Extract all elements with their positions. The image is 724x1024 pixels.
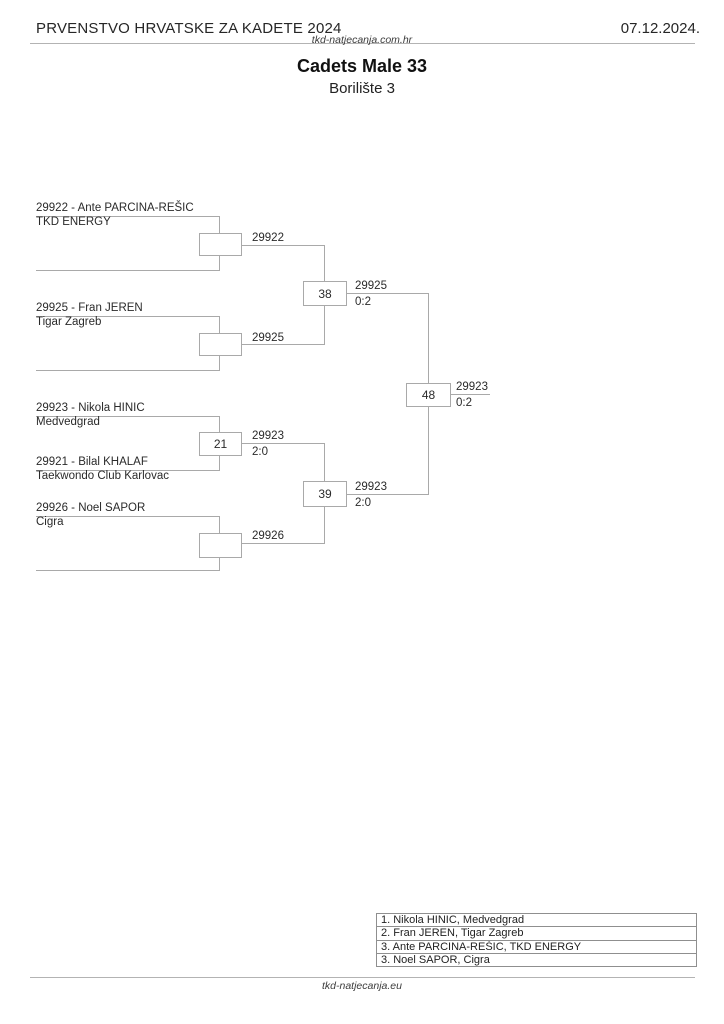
competitor-club: Cigra (36, 516, 64, 528)
page-title: PRVENSTVO HRVATSKE ZA KADETE 2024 (36, 20, 342, 37)
winner-line-29925 (240, 344, 324, 345)
score-label: 2:0 (355, 497, 371, 509)
winner-line-match48 (449, 394, 490, 395)
winner-label: 29923 (252, 430, 284, 442)
results-table (376, 913, 697, 967)
competitor-name: 29922 - Ante PARCINA-REŠIC (36, 202, 194, 214)
match-box-48 (406, 383, 451, 407)
winner-label: 29926 (252, 530, 284, 542)
event-title: Cadets Male 33 (296, 56, 428, 76)
winner-line-29926 (240, 543, 324, 544)
result-row: 3. Noel SAPOR, Cigra (381, 953, 490, 966)
match-box-bye-3 (199, 533, 242, 558)
match-box-39 (303, 481, 347, 507)
match-box-bye-2 (199, 333, 242, 356)
competitor-name: 29926 - Noel SAPOR (36, 502, 146, 514)
winner-line-match38 (345, 293, 428, 294)
result-row: 2. Fran JEREN, Tigar Zagreb (377, 927, 696, 940)
bracket-entry (36, 201, 226, 229)
winner-label: 29925 (355, 280, 387, 292)
event-subtitle: Borilište 3 (329, 80, 395, 97)
match-number: 38 (318, 286, 332, 301)
match-box-bye-1 (199, 233, 242, 256)
score-label: 0:2 (456, 397, 472, 409)
footer-website: tkd-natjecanja.eu (322, 980, 402, 992)
header-website: tkd-natjecanja.com.hr (311, 34, 413, 46)
match-number: 21 (213, 437, 228, 451)
winner-line-match21 (240, 443, 324, 444)
competitor-name: 29925 - Fran JEREN (36, 302, 143, 314)
bracket-entry (36, 401, 226, 429)
match-number: 48 (421, 388, 436, 402)
competitor-club: Tigar Zagreb (36, 316, 102, 328)
bye-line-2 (36, 370, 220, 371)
match-number: 39 (318, 487, 332, 501)
competitor-club: TKD ENERGY (36, 216, 111, 228)
header-date: 07.12.2024. (620, 20, 700, 37)
winner-label: 29923 (355, 481, 387, 493)
match-box-21 (199, 432, 242, 456)
result-row: 3. Ante PARCINA-REŠIC, TKD ENERGY (377, 941, 696, 954)
match-box-38 (303, 281, 347, 306)
bracket-entry (36, 455, 226, 483)
winner-label: 29923 (456, 381, 488, 393)
competitor-name: 29923 - Nikola HINIC (36, 402, 145, 414)
score-label: 2:0 (252, 446, 268, 458)
bracket-entry (36, 301, 226, 329)
score-label: 0:2 (355, 296, 371, 308)
winner-label: 29925 (252, 332, 284, 344)
winner-line-29922 (240, 245, 324, 246)
bracket-entry (36, 501, 226, 529)
bye-line-3 (36, 570, 220, 571)
competitor-club: Medvedgrad (36, 416, 100, 428)
footer-rule (30, 977, 695, 978)
winner-label: 29922 (252, 232, 284, 244)
bye-line-1 (36, 270, 220, 271)
competitor-club: Taekwondo Club Karlovac (36, 470, 169, 482)
competitor-name: 29921 - Bilal KHALAF (36, 456, 148, 468)
result-row: 1. Nikola HINIC, Medvedgrad (377, 914, 696, 927)
winner-line-match39 (345, 494, 428, 495)
